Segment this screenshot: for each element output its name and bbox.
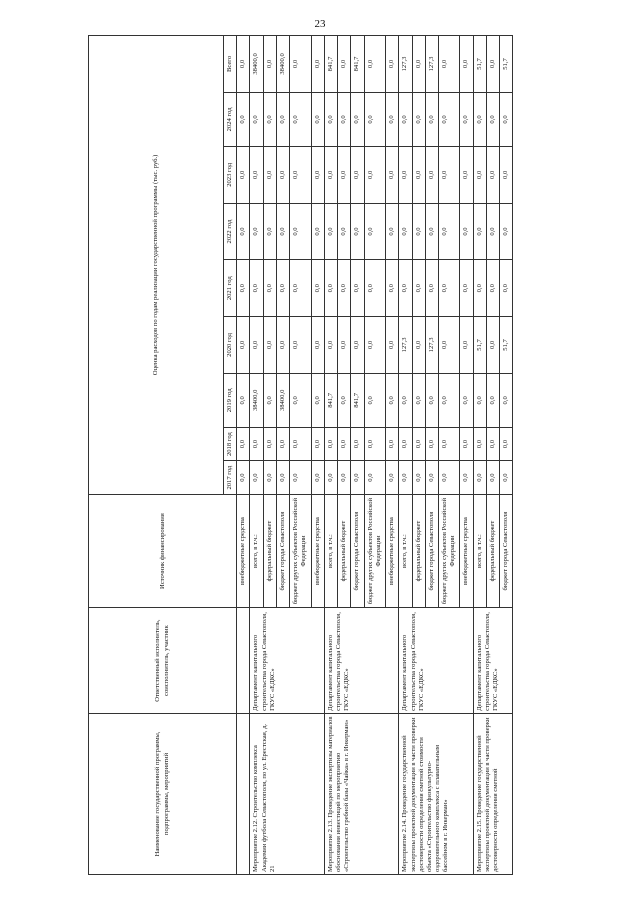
amount-cell: 0,0 bbox=[237, 92, 250, 146]
amount-cell: 0,0 bbox=[438, 203, 459, 260]
table-row bbox=[237, 36, 250, 875]
amount-cell: 38400,0 bbox=[276, 36, 289, 93]
amount-cell: 0,0 bbox=[311, 36, 324, 93]
amount-cell: 0,0 bbox=[237, 260, 250, 317]
funding-source: бюджет других субъектов Российской Федерации bbox=[290, 494, 311, 607]
funding-source: всего, в т.ч.: bbox=[473, 494, 486, 607]
amount-cell: 0,0 bbox=[290, 92, 311, 146]
table-row bbox=[399, 36, 412, 875]
amount-cell: 0,0 bbox=[290, 373, 311, 427]
amount-cell: 0,0 bbox=[263, 36, 276, 93]
amount-cell: 0,0 bbox=[237, 147, 250, 204]
funding-source: бюджет города Севастополя bbox=[276, 494, 289, 607]
amount-cell: 0,0 bbox=[324, 317, 337, 374]
amount-cell: 51,7 bbox=[473, 36, 486, 93]
amount-cell: 0,0 bbox=[425, 260, 438, 317]
responsible-executor: Департамент капитального строительства города Севастополя, ГКУС «ЕДКС» bbox=[473, 608, 513, 714]
amount-cell: 0,0 bbox=[500, 373, 513, 427]
amount-cell: 0,0 bbox=[263, 373, 276, 427]
amount-cell: 0,0 bbox=[438, 317, 459, 374]
amount-cell: 0,0 bbox=[250, 260, 263, 317]
amount-cell: 0,0 bbox=[399, 373, 412, 427]
amount-cell: 0,0 bbox=[486, 373, 499, 427]
amount-cell: 0,0 bbox=[460, 317, 473, 374]
amount-cell: 0,0 bbox=[237, 203, 250, 260]
amount-cell: 0,0 bbox=[263, 461, 276, 495]
amount-cell: 0,0 bbox=[263, 203, 276, 260]
amount-cell: 0,0 bbox=[263, 317, 276, 374]
amount-cell: 0,0 bbox=[250, 92, 263, 146]
amount-cell: 0,0 bbox=[311, 461, 324, 495]
amount-cell: 0,0 bbox=[364, 36, 385, 93]
header-estimate: Оценка расходов по годам реализации государственной программы (тыс. руб.) bbox=[89, 36, 224, 495]
measure-name bbox=[237, 713, 250, 874]
amount-cell: 0,0 bbox=[438, 461, 459, 495]
amount-cell: 0,0 bbox=[290, 260, 311, 317]
amount-cell: 0,0 bbox=[460, 260, 473, 317]
amount-cell: 0,0 bbox=[338, 203, 351, 260]
amount-cell: 0,0 bbox=[486, 92, 499, 146]
header-year: 2022 год bbox=[224, 203, 237, 260]
amount-cell: 51,7 bbox=[473, 317, 486, 374]
amount-cell: 0,0 bbox=[473, 427, 486, 461]
amount-cell: 0,0 bbox=[425, 147, 438, 204]
header-year: 2021 год bbox=[224, 260, 237, 317]
funding-source: федеральный бюджет bbox=[263, 494, 276, 607]
amount-cell: 0,0 bbox=[386, 317, 399, 374]
amount-cell: 841,7 bbox=[324, 373, 337, 427]
funding-source: внебюджетные средства bbox=[460, 494, 473, 607]
amount-cell: 0,0 bbox=[364, 427, 385, 461]
funding-source: федеральный бюджет bbox=[338, 494, 351, 607]
amount-cell: 841,7 bbox=[351, 373, 364, 427]
amount-cell: 0,0 bbox=[338, 317, 351, 374]
measure-name: Мероприятие 2.13. Проведение экспертизы материалов обоснования инвестиций по мероприятию «Строительство гребной базы «Чайка» в г. Инкерман» bbox=[324, 713, 398, 874]
amount-cell: 51,7 bbox=[500, 36, 513, 93]
amount-cell: 0,0 bbox=[386, 461, 399, 495]
amount-cell: 0,0 bbox=[412, 373, 425, 427]
amount-cell: 0,0 bbox=[425, 461, 438, 495]
amount-cell: 0,0 bbox=[290, 147, 311, 204]
funding-source: внебюджетные средства bbox=[386, 494, 399, 607]
amount-cell: 0,0 bbox=[237, 36, 250, 93]
amount-cell: 0,0 bbox=[351, 317, 364, 374]
amount-cell: 0,0 bbox=[351, 260, 364, 317]
amount-cell: 841,7 bbox=[351, 36, 364, 93]
amount-cell: 0,0 bbox=[276, 317, 289, 374]
amount-cell: 0,0 bbox=[338, 427, 351, 461]
funding-source: федеральный бюджет bbox=[412, 494, 425, 607]
responsible-executor bbox=[237, 608, 250, 714]
amount-cell: 0,0 bbox=[311, 373, 324, 427]
amount-cell: 0,0 bbox=[311, 427, 324, 461]
amount-cell: 0,0 bbox=[386, 147, 399, 204]
header-name: Наименование государственной программы, подпрограммы, мероприятий bbox=[89, 713, 237, 874]
amount-cell: 38400,0 bbox=[276, 373, 289, 427]
amount-cell: 38400,0 bbox=[250, 36, 263, 93]
amount-cell: 0,0 bbox=[412, 92, 425, 146]
amount-cell: 0,0 bbox=[324, 461, 337, 495]
amount-cell: 0,0 bbox=[412, 147, 425, 204]
amount-cell: 0,0 bbox=[338, 373, 351, 427]
amount-cell: 51,7 bbox=[500, 317, 513, 374]
amount-cell: 0,0 bbox=[276, 203, 289, 260]
measure-name: Мероприятие 2.15. Проведение государственной экспертизы проектной документации в части проверки достоверности определения сметной bbox=[473, 713, 513, 874]
header-year: 2017 год bbox=[224, 461, 237, 495]
amount-cell: 0,0 bbox=[237, 461, 250, 495]
amount-cell: 0,0 bbox=[399, 260, 412, 317]
amount-cell: 0,0 bbox=[351, 147, 364, 204]
amount-cell: 0,0 bbox=[263, 92, 276, 146]
amount-cell: 0,0 bbox=[500, 461, 513, 495]
amount-cell: 0,0 bbox=[250, 461, 263, 495]
amount-cell: 0,0 bbox=[263, 260, 276, 317]
amount-cell: 0,0 bbox=[311, 260, 324, 317]
amount-cell: 0,0 bbox=[338, 260, 351, 317]
amount-cell: 0,0 bbox=[364, 317, 385, 374]
amount-cell: 0,0 bbox=[399, 147, 412, 204]
amount-cell: 0,0 bbox=[460, 427, 473, 461]
rotated-table-container bbox=[88, 35, 588, 875]
header-year: 2024 год bbox=[224, 92, 237, 146]
amount-cell: 0,0 bbox=[250, 203, 263, 260]
amount-cell: 0,0 bbox=[412, 427, 425, 461]
header-responsible: Ответственный исполнитель, соисполнитель, участник bbox=[89, 608, 237, 714]
page-number: 23 bbox=[314, 18, 326, 30]
amount-cell: 0,0 bbox=[311, 203, 324, 260]
amount-cell: 0,0 bbox=[473, 147, 486, 204]
measure-name: Мероприятие 2.12. Строительство комплекса Академии футбола Севастополя, по ул. Ерестская, д. 21 bbox=[250, 713, 324, 874]
amount-cell: 0,0 bbox=[311, 317, 324, 374]
amount-cell: 0,0 bbox=[473, 461, 486, 495]
amount-cell: 0,0 bbox=[250, 427, 263, 461]
amount-cell: 0,0 bbox=[290, 203, 311, 260]
header-year: 2018 год bbox=[224, 427, 237, 461]
funding-source: бюджет города Севастополя bbox=[425, 494, 438, 607]
amount-cell: 0,0 bbox=[412, 461, 425, 495]
amount-cell: 0,0 bbox=[399, 203, 412, 260]
amount-cell: 0,0 bbox=[263, 427, 276, 461]
amount-cell: 0,0 bbox=[364, 147, 385, 204]
amount-cell: 0,0 bbox=[460, 36, 473, 93]
amount-cell: 0,0 bbox=[486, 427, 499, 461]
funding-source: бюджет города Севастополя bbox=[500, 494, 513, 607]
amount-cell: 0,0 bbox=[276, 461, 289, 495]
amount-cell: 0,0 bbox=[486, 317, 499, 374]
amount-cell: 0,0 bbox=[438, 427, 459, 461]
amount-cell: 0,0 bbox=[237, 373, 250, 427]
amount-cell: 0,0 bbox=[237, 317, 250, 374]
funding-source: всего, в т.ч.: bbox=[399, 494, 412, 607]
table-row bbox=[473, 36, 486, 875]
amount-cell: 0,0 bbox=[364, 373, 385, 427]
amount-cell: 0,0 bbox=[460, 373, 473, 427]
amount-cell: 0,0 bbox=[412, 203, 425, 260]
amount-cell: 0,0 bbox=[276, 260, 289, 317]
header-year: 2020 год bbox=[224, 317, 237, 374]
amount-cell: 0,0 bbox=[386, 260, 399, 317]
amount-cell: 0,0 bbox=[351, 92, 364, 146]
amount-cell: 0,0 bbox=[276, 147, 289, 204]
funding-source: бюджет других субъектов Российской Федерации bbox=[364, 494, 385, 607]
amount-cell: 0,0 bbox=[425, 203, 438, 260]
amount-cell: 0,0 bbox=[338, 461, 351, 495]
amount-cell: 0,0 bbox=[486, 260, 499, 317]
amount-cell: 0,0 bbox=[364, 92, 385, 146]
amount-cell: 0,0 bbox=[473, 92, 486, 146]
amount-cell: 0,0 bbox=[460, 203, 473, 260]
amount-cell: 0,0 bbox=[460, 461, 473, 495]
amount-cell: 0,0 bbox=[364, 260, 385, 317]
amount-cell: 0,0 bbox=[237, 427, 250, 461]
amount-cell: 0,0 bbox=[276, 92, 289, 146]
amount-cell: 0,0 bbox=[438, 147, 459, 204]
amount-cell: 0,0 bbox=[460, 147, 473, 204]
amount-cell: 0,0 bbox=[438, 92, 459, 146]
header-year: 2019 год bbox=[224, 373, 237, 427]
amount-cell: 0,0 bbox=[290, 461, 311, 495]
amount-cell: 0,0 bbox=[324, 203, 337, 260]
responsible-executor: Департамент капитального строительства города Севастополя, ГКУС «ЕДКС» bbox=[250, 608, 324, 714]
amount-cell: 0,0 bbox=[412, 260, 425, 317]
amount-cell: 0,0 bbox=[399, 92, 412, 146]
amount-cell: 0,0 bbox=[425, 373, 438, 427]
responsible-executor: Департамент капитального строительства города Севастополя, ГКУС «ЕДКС» bbox=[324, 608, 398, 714]
amount-cell: 0,0 bbox=[250, 147, 263, 204]
header-year: Всего bbox=[224, 36, 237, 93]
amount-cell: 0,0 bbox=[412, 317, 425, 374]
amount-cell: 0,0 bbox=[338, 147, 351, 204]
amount-cell: 0,0 bbox=[438, 36, 459, 93]
amount-cell: 0,0 bbox=[386, 373, 399, 427]
table-row bbox=[250, 36, 263, 875]
amount-cell: 0,0 bbox=[311, 92, 324, 146]
responsible-executor: Департамент капитального строительства города Севастополя, ГКУС «ЕДКС» bbox=[399, 608, 473, 714]
amount-cell: 0,0 bbox=[351, 461, 364, 495]
amount-cell: 0,0 bbox=[263, 147, 276, 204]
amount-cell: 0,0 bbox=[399, 461, 412, 495]
amount-cell: 0,0 bbox=[386, 427, 399, 461]
funding-source: федеральный бюджет bbox=[486, 494, 499, 607]
measure-name: Мероприятие 2.14. Проведение государственной экспертизы проектной документации в части проверки достоверности определения сметной стоимости объекта «Строительство физкультурно-оздоровительного комплекса с плавательным бассейном в г. Инкерман» bbox=[399, 713, 473, 874]
amount-cell: 0,0 bbox=[486, 147, 499, 204]
amount-cell: 0,0 bbox=[500, 147, 513, 204]
funding-source: всего, в т.ч.: bbox=[324, 494, 337, 607]
amount-cell: 127,3 bbox=[399, 317, 412, 374]
amount-cell: 841,7 bbox=[324, 36, 337, 93]
amount-cell: 0,0 bbox=[324, 147, 337, 204]
amount-cell: 0,0 bbox=[324, 427, 337, 461]
amount-cell: 127,3 bbox=[425, 317, 438, 374]
amount-cell: 0,0 bbox=[500, 260, 513, 317]
header-source: Источник финансирования bbox=[89, 494, 237, 607]
amount-cell: 0,0 bbox=[351, 427, 364, 461]
funding-source: бюджет города Севастополя bbox=[351, 494, 364, 607]
amount-cell: 0,0 bbox=[500, 203, 513, 260]
table-row bbox=[324, 36, 337, 875]
amount-cell: 127,3 bbox=[399, 36, 412, 93]
amount-cell: 127,3 bbox=[425, 36, 438, 93]
amount-cell: 0,0 bbox=[500, 427, 513, 461]
amount-cell: 0,0 bbox=[386, 36, 399, 93]
amount-cell: 0,0 bbox=[250, 317, 263, 374]
amount-cell: 0,0 bbox=[486, 36, 499, 93]
amount-cell: 0,0 bbox=[276, 427, 289, 461]
amount-cell: 38400,0 bbox=[250, 373, 263, 427]
amount-cell: 0,0 bbox=[460, 92, 473, 146]
amount-cell: 0,0 bbox=[425, 92, 438, 146]
amount-cell: 0,0 bbox=[290, 36, 311, 93]
amount-cell: 0,0 bbox=[425, 427, 438, 461]
amount-cell: 0,0 bbox=[386, 92, 399, 146]
amount-cell: 0,0 bbox=[473, 260, 486, 317]
amount-cell: 0,0 bbox=[364, 203, 385, 260]
amount-cell: 0,0 bbox=[500, 92, 513, 146]
amount-cell: 0,0 bbox=[412, 36, 425, 93]
funding-source: всего, в т.ч.: bbox=[250, 494, 263, 607]
header-year: 2023 год bbox=[224, 147, 237, 204]
funding-source: бюджет других субъектов Российской Федерации bbox=[438, 494, 459, 607]
amount-cell: 0,0 bbox=[290, 317, 311, 374]
amount-cell: 0,0 bbox=[399, 427, 412, 461]
amount-cell: 0,0 bbox=[473, 373, 486, 427]
amount-cell: 0,0 bbox=[290, 427, 311, 461]
amount-cell: 0,0 bbox=[386, 203, 399, 260]
amount-cell: 0,0 bbox=[486, 461, 499, 495]
amount-cell: 0,0 bbox=[438, 373, 459, 427]
amount-cell: 0,0 bbox=[438, 260, 459, 317]
funding-source: внебюджетные средства bbox=[311, 494, 324, 607]
amount-cell: 0,0 bbox=[338, 36, 351, 93]
budget-table bbox=[88, 35, 513, 875]
funding-source: внебюджетные средства bbox=[237, 494, 250, 607]
amount-cell: 0,0 bbox=[338, 92, 351, 146]
amount-cell: 0,0 bbox=[473, 203, 486, 260]
amount-cell: 0,0 bbox=[324, 260, 337, 317]
amount-cell: 0,0 bbox=[351, 203, 364, 260]
amount-cell: 0,0 bbox=[486, 203, 499, 260]
amount-cell: 0,0 bbox=[364, 461, 385, 495]
amount-cell: 0,0 bbox=[311, 147, 324, 204]
amount-cell: 0,0 bbox=[324, 92, 337, 146]
